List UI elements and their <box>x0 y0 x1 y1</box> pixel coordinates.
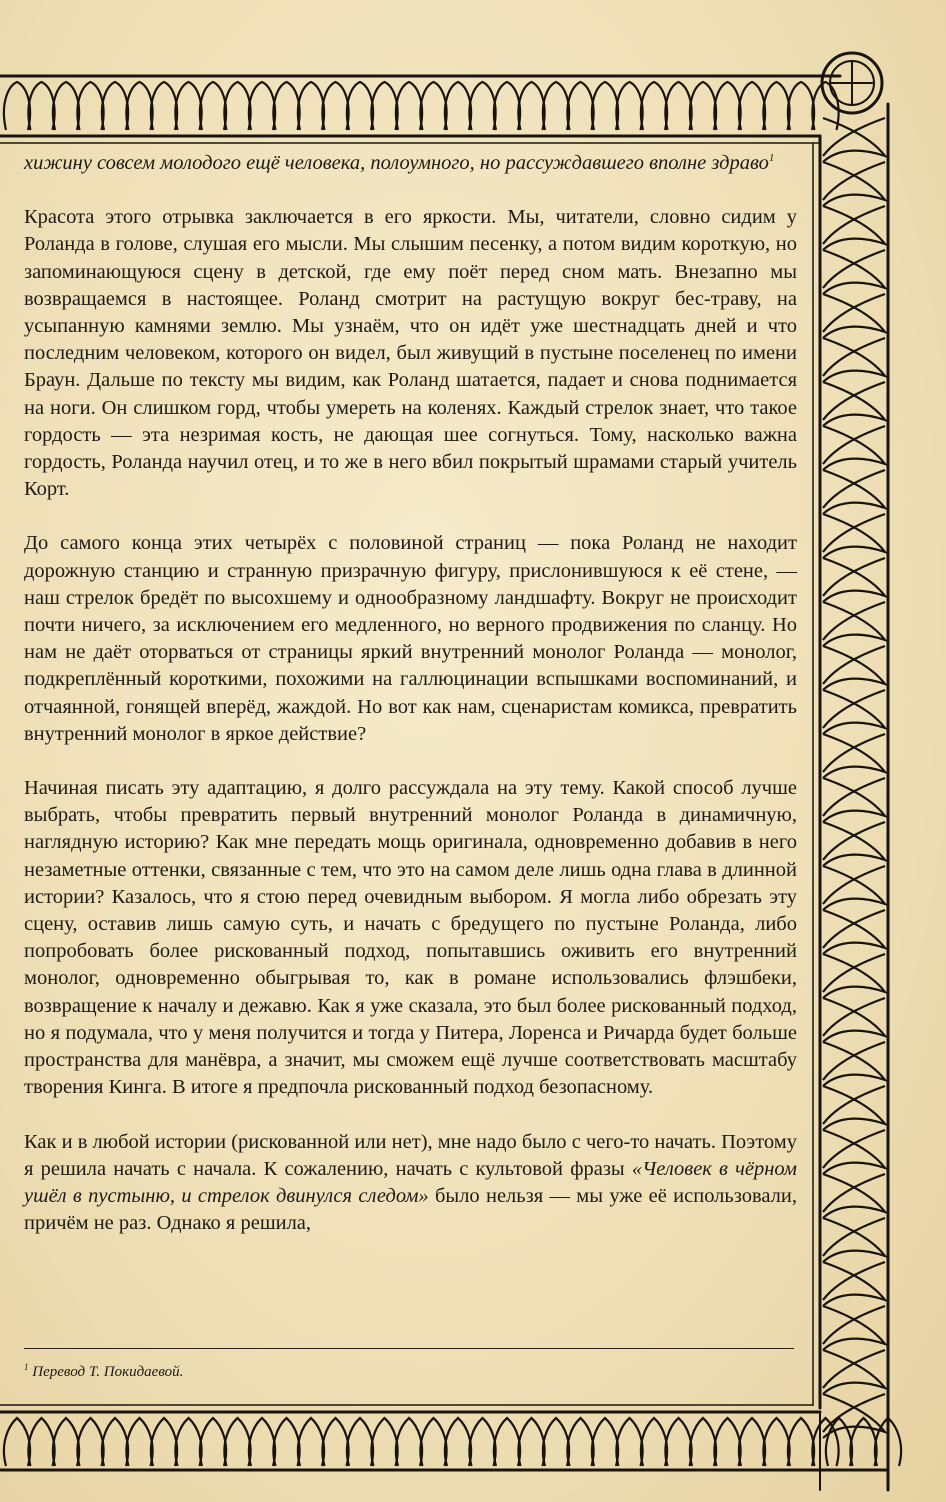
rope-loop <box>494 82 520 130</box>
rope-loop <box>823 338 885 376</box>
rope-loop <box>249 1418 275 1466</box>
rope-loop <box>823 1218 885 1262</box>
rope-loop <box>823 690 885 728</box>
rope-loop <box>567 1418 593 1466</box>
rope-loop <box>567 82 593 130</box>
rope-loop <box>823 1174 885 1218</box>
footnote-marker: 1 <box>24 1362 29 1372</box>
rope-loop <box>823 1350 885 1394</box>
rope-loop <box>445 82 471 130</box>
rope-loop <box>875 1418 901 1466</box>
rope-loop <box>823 558 885 602</box>
rope-loop <box>823 1042 885 1086</box>
rope-loop <box>823 734 885 778</box>
rope-loop <box>812 1418 838 1466</box>
rope-loop <box>77 1418 103 1466</box>
rope-loop <box>469 82 495 130</box>
rope-loop <box>592 82 618 130</box>
rope-loop <box>28 82 54 130</box>
rope-loop <box>396 82 422 130</box>
rope-loop <box>347 1418 373 1466</box>
cult-phrase: «Человек в чёрном ушёл в пустыню, и стрелок двинулся следом» <box>24 1157 797 1207</box>
rope-loop <box>823 294 885 332</box>
rope-loop <box>823 1306 885 1350</box>
rope-loop <box>298 1418 324 1466</box>
rope-loop <box>823 1130 885 1174</box>
rope-loop <box>420 82 446 130</box>
rope-loop <box>396 1418 422 1466</box>
rope-loop <box>347 82 373 130</box>
rope-loop <box>763 1418 789 1466</box>
rope-loop <box>823 690 885 734</box>
rope-loop <box>823 514 885 558</box>
rope-loop <box>823 998 885 1036</box>
rope-loop <box>823 866 885 910</box>
rope-loop <box>469 1418 495 1466</box>
body-text <box>24 150 797 1264</box>
rope-loop <box>224 1418 250 1466</box>
rope-loop <box>200 82 226 130</box>
circle-knot-icon <box>822 53 882 113</box>
rope-loop <box>823 646 885 690</box>
rope-loop <box>823 382 885 420</box>
rope-loop <box>77 82 103 130</box>
rope-loop <box>151 1418 177 1466</box>
rope-loop <box>714 82 740 130</box>
rope-loop <box>823 118 885 156</box>
rope-loop <box>494 1418 520 1466</box>
rope-loop <box>823 338 885 382</box>
rope-loop <box>543 1418 569 1466</box>
rope-loop <box>823 954 885 992</box>
paragraph-adaptation: Начиная писать эту адаптацию, я долго рассуждала на эту тему. Какой способ лучше выбрать, чтобы превратить первый внутренний монолог Роланда в динамичную, наглядную историю? Как мне передать мощь оригинала, одновременно добавив в него незаметные оттенки, связанные с тем, что это на самом деле лишь одна глава в длинной истории? Казалось, что я стою перед очевидным выбором. Я могла либо обрезать эту сцену, оставив лишь самую суть, и начать с бредущего по пустыне Роланда, либо попробовать более рискованный подход, попытавшись оживить его внутренний монолог, одновременно обыгрывая то, как в романе использовались флэшбеки, возвращение к началу и дежавю. Как я уже сказала, это был более рискованный подход, но я подумала, что у меня получится и тогда у Питера, Лоренса и Ричарда будет больше пространства для манёвра, а значит, мы сможем ещё лучше соответствовать масштабу творения Кинга. В итоге я предпочла рискованный подход безопасному. <box>24 777 797 1099</box>
rope-loop <box>823 602 885 640</box>
rope-loop <box>823 778 885 816</box>
rope-loop <box>616 1418 642 1466</box>
rope-loop <box>102 1418 128 1466</box>
rope-loop <box>823 998 885 1042</box>
rope-loop <box>592 1418 618 1466</box>
rope-loop <box>823 426 885 464</box>
rope-loop <box>616 82 642 130</box>
rope-loop <box>543 82 569 130</box>
rope-loop <box>322 1418 348 1466</box>
rope-loop <box>102 82 128 130</box>
rope-loop <box>823 162 885 206</box>
rope-loop <box>823 470 885 514</box>
rope-loop <box>788 82 814 130</box>
rope-loop <box>823 646 885 684</box>
rope-loop <box>641 1418 667 1466</box>
rope-loop <box>4 82 30 130</box>
rope-loop <box>175 1418 201 1466</box>
rope-loop <box>823 822 885 860</box>
rope-loop <box>823 866 885 904</box>
rope-loop <box>53 82 79 130</box>
rope-loop <box>823 822 885 866</box>
rope-loop <box>823 250 885 288</box>
paragraph-journey: До самого конца этих четырёх с половиной страниц — пока Роланд не находит дорожную станцию и странную призрачную фигуру, прислонившуюся к её стене, — наш стрелок бредёт по высохшему и однообразному ландшафту. Вокруг не происходит почти ничего, за исключением его медленного, но верного продвижения по сланцу. Но нам не даёт оторваться от страницы яркий внутренний монолог Роланда — монолог, подкреплённый короткими, похожими на галлюцинации вспышками воспоминаний, и отчаянной, гонящей вперёд, жаждой. Но вот как нам, сценаристам комикса, превратить внутренний монолог в яркое действие? <box>24 532 797 745</box>
rope-loop <box>823 778 885 822</box>
rope-loop <box>823 294 885 338</box>
rope-loop <box>823 470 885 508</box>
rope-loop <box>739 82 765 130</box>
rope-loop <box>273 1418 299 1466</box>
rope-loop <box>690 1418 716 1466</box>
rope-loop <box>126 1418 152 1466</box>
rope-loop <box>823 162 885 200</box>
rope-loop <box>823 382 885 426</box>
rope-loop <box>200 1418 226 1466</box>
rope-loop <box>823 1350 885 1388</box>
rope-loop <box>763 82 789 130</box>
paragraph-beauty: Красота этого отрывка заключается в его яркости. Мы, читатели, словно сидим у Роланда в голове, слушая его мысли. Мы слышим песенку, а потом видим короткую, но запоминающуюся сцену в детской, где ему поёт перед сном мать. Внезапно мы возвращаемся в настоящее. Роланд смотрит на растущую вокруг бес-траву, на усыпанную камнями землю. Мы узнаём, что он идёт уже шестнадцать дней и что последним человеком, которого он видел, был живущий в пустыне поселенец по имени Браун. Дальше по тексту мы видим, как Роланд шатается, падает и снова поднимается на ноги. Он слишком горд, чтобы умереть на коленях. Каждый стрелок знает, что такое гордость — эта незримая кость, не дающая шее согнуться. Тому, насколько важна гордость, Роланда научил отец, и то же в него вбил покрытый шрамами старый учитель Корт. <box>24 206 797 501</box>
rope-loop <box>823 558 885 596</box>
rope-loop <box>28 1418 54 1466</box>
rope-loop <box>788 1418 814 1466</box>
rope-loop <box>823 1394 885 1432</box>
rope-loop <box>249 82 275 130</box>
rope-loop <box>739 1418 765 1466</box>
rope-loop <box>823 954 885 998</box>
rope-loop <box>823 426 885 470</box>
rope-loop <box>823 206 885 244</box>
rope-loop <box>823 250 885 294</box>
footnote-text: Перевод Т. Покидаевой. <box>32 1364 184 1380</box>
footnote-divider <box>24 1348 794 1349</box>
rope-loop <box>641 82 667 130</box>
rope-loop <box>371 1418 397 1466</box>
rope-loop <box>823 602 885 646</box>
rope-loop <box>151 82 177 130</box>
rope-loop <box>322 82 348 130</box>
rope-loop <box>518 1418 544 1466</box>
rope-loop <box>273 82 299 130</box>
rope-loop <box>126 82 152 130</box>
rope-loop <box>665 1418 691 1466</box>
rope-loop <box>826 1418 852 1466</box>
rope-loop <box>371 82 397 130</box>
rope-loop <box>420 1418 446 1466</box>
rope-loop <box>823 1130 885 1168</box>
rope-loop <box>823 1262 885 1300</box>
rope-loop <box>823 910 885 948</box>
rope-loop <box>224 82 250 130</box>
footnote <box>24 1362 183 1381</box>
paragraph-start: Как и в любой истории (рискованной или нет), мне надо было с чего-то начать. Поэтому я решила начать с начала. К сожалению, начать с культовой фразы «Человек в чёрном ушёл в пустыню, и стрелок двинулся следом» было нельзя — мы уже её использовали, причём не раз. Однако я решила, <box>24 1130 797 1235</box>
rope-loop <box>445 1418 471 1466</box>
rope-loop <box>823 1218 885 1256</box>
rope-loop <box>690 82 716 130</box>
rope-loop <box>823 514 885 552</box>
rope-loop <box>518 82 544 130</box>
rope-loop <box>175 82 201 130</box>
rope-loop <box>823 1086 885 1124</box>
rope-loop <box>823 118 885 162</box>
rope-loop <box>53 1418 79 1466</box>
rope-loop <box>823 1174 885 1212</box>
rope-loop <box>850 1418 876 1466</box>
rope-loop <box>823 910 885 954</box>
rope-loop <box>4 1418 30 1466</box>
rope-loop <box>823 734 885 772</box>
rope-loop <box>714 1418 740 1466</box>
rope-loop <box>665 82 691 130</box>
rope-loop <box>823 1262 885 1306</box>
rope-loop <box>823 1042 885 1080</box>
rope-loop <box>823 1086 885 1130</box>
rope-loop <box>823 1306 885 1344</box>
rope-loop <box>812 82 838 130</box>
footnote-ref: 1 <box>768 152 775 164</box>
quote-continuation: хижину совсем молодого ещё человека, полоумного, но рассуждавшего вполне здраво$^1$ <box>24 152 775 174</box>
rope-loop <box>823 206 885 250</box>
rope-loop <box>823 1394 885 1438</box>
rope-loop <box>298 82 324 130</box>
